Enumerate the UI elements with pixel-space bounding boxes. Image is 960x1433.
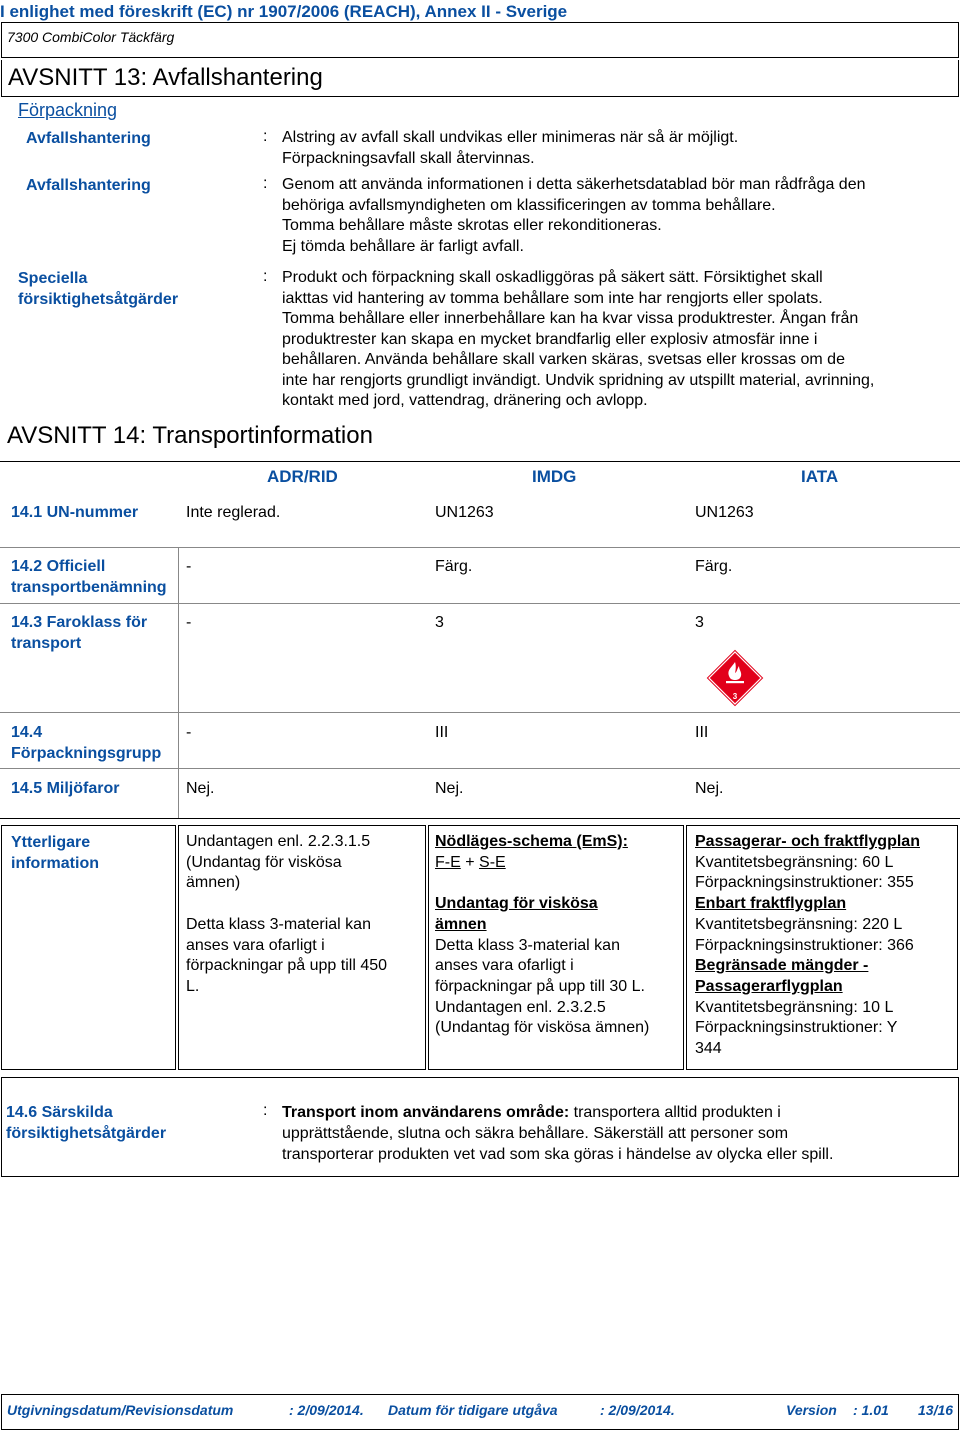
- shipping-name-imdg: Färg.: [435, 558, 473, 575]
- additional-info-label: [11, 832, 99, 874]
- exception-heading: Undantag för viskösa: [435, 895, 598, 913]
- text-line: behöriga avfallsmyndigheten om klassificeringen av tomma behållare.: [282, 196, 776, 214]
- page-number: 13/16: [918, 1402, 954, 1418]
- waste-handling-text: [282, 128, 942, 169]
- packing-group-imdg: III: [435, 724, 449, 741]
- label-line: försiktighetsåtgärder: [6, 1125, 167, 1142]
- transport-text: transportera alltid produkten i: [569, 1104, 781, 1121]
- special-precautions-label: [18, 268, 178, 310]
- shipping-name-label: [11, 556, 167, 598]
- hazard-class-imdg: 3: [435, 614, 444, 631]
- hazard-class-number: 3: [732, 692, 738, 701]
- colon: :: [263, 1102, 268, 1119]
- shipping-name-adr: -: [186, 558, 192, 575]
- colon: :: [263, 128, 268, 145]
- revision-date-label: Utgivningsdatum/Revisionsdatum: [7, 1402, 234, 1418]
- text-line: Alstring av avfall skall undvikas eller minimeras när så är möjligt.: [282, 129, 739, 146]
- special-precautions-text: [282, 268, 942, 412]
- additional-info-imdg: [435, 832, 680, 1039]
- row-divider: [0, 603, 960, 604]
- text-line: ämnen): [186, 874, 241, 892]
- passenger-cargo-heading: Passagerar- och fraktflygplan: [695, 833, 920, 850]
- limited-quantities-heading: Begränsade mängder -: [695, 957, 869, 975]
- text-line: förpackningar på upp till 30 L.: [435, 977, 645, 995]
- label-line: Förpackningsgrupp: [11, 745, 162, 762]
- product-name: 7300 CombiColor Täckfärg: [7, 29, 175, 45]
- special-precautions-user-label: [6, 1102, 166, 1144]
- waste-handling-label-2: Avfallshantering: [26, 177, 151, 194]
- label-line: 14.2 Officiell: [11, 558, 106, 575]
- exception-heading: ämnen: [435, 915, 487, 933]
- text-line: Kvantitetsbegränsning: 220 L: [695, 915, 903, 933]
- text-line: (Undantag för viskösa: [186, 853, 342, 871]
- shipping-name-iata: Färg.: [695, 558, 733, 575]
- label-line: transportbenämning: [11, 579, 167, 596]
- text-line: Förpackningsavfall skall återvinnas.: [282, 149, 535, 167]
- text-line: Undantagen enl. 2.2.3.1.5: [186, 833, 371, 850]
- text-line: iakttas vid hantering av tomma behållare som inte har rengjorts eller spolats.: [282, 289, 823, 307]
- blank-line: [186, 894, 422, 915]
- un-number-imdg: UN1263: [435, 504, 494, 521]
- environmental-hazards-imdg: Nej.: [435, 780, 464, 797]
- text-line: anses vara ofarligt i: [186, 936, 325, 954]
- text-line: Förpackningsinstruktioner: Y: [695, 1019, 898, 1037]
- table-divider: [178, 547, 179, 819]
- text-line: inte har rengjorts grundligt invändigt. Undvik spridning av utspillt material, avrinning,: [282, 371, 875, 389]
- text-line: Förpackningsinstruktioner: 366: [695, 936, 914, 954]
- text-line: förpackningar på upp till 450: [186, 957, 388, 975]
- colon: :: [263, 175, 268, 192]
- waste-handling-label: Avfallshantering: [26, 130, 151, 147]
- table-top-border: [0, 461, 960, 462]
- previous-date-label: Datum för tidigare utgåva: [388, 1402, 558, 1418]
- ems-fire-code: F-E: [435, 853, 461, 871]
- label-line: försiktighetsåtgärder: [18, 291, 179, 308]
- un-number-iata: UN1263: [695, 504, 754, 521]
- packing-group-label: [11, 722, 161, 764]
- text-line: Förpackningsinstruktioner: 355: [695, 874, 914, 892]
- transport-lead: Transport inom användarens område:: [282, 1104, 570, 1121]
- blank-line: [435, 873, 680, 894]
- text-line: Tomma behållare måste skrotas eller rekonditioneras.: [282, 217, 662, 234]
- text-line: Kvantitetsbegränsning: 60 L: [695, 853, 894, 871]
- additional-info-adr: [186, 832, 422, 998]
- revision-date-value: : 2/09/2014.: [289, 1402, 364, 1418]
- section-13-title-box: [1, 60, 959, 97]
- special-precautions-user-text: [282, 1102, 952, 1165]
- text-line: Ej tömda behållare är farligt avfall.: [282, 237, 524, 255]
- ems-heading: Nödläges-schema (EmS):: [435, 833, 628, 850]
- row-divider: [0, 768, 960, 769]
- ems-plus: +: [460, 853, 480, 871]
- cargo-only-heading: Enbart fraktflygplan: [695, 895, 847, 913]
- limited-quantities-heading: Passagerarflygplan: [695, 977, 843, 995]
- row-divider: [0, 547, 960, 548]
- waste-handling-text-2: [282, 175, 942, 257]
- packing-group-iata: III: [695, 724, 709, 741]
- section-14-title: AVSNITT 14: Transportinformation: [7, 422, 373, 449]
- packing-group-adr: -: [186, 724, 192, 741]
- hazard-class-iata: 3: [695, 614, 704, 631]
- label-line: transport: [11, 635, 82, 652]
- document-header-title: I enlighet med föreskrift (EC) nr 1907/2006 (REACH), Annex II - Sverige: [0, 2, 568, 21]
- label-line: 14.3 Faroklass för: [11, 614, 148, 631]
- environmental-hazards-adr: Nej.: [186, 780, 215, 797]
- ems-spill-code: S-E: [479, 853, 506, 871]
- version-label: Version: [786, 1402, 837, 1418]
- flammable-liquid-pictogram-icon: [705, 648, 765, 708]
- text-line: Produkt och förpackning skall oskadliggöras på säkert sätt. Försiktighet skall: [282, 269, 823, 286]
- text-line: Tomma behållare eller innerbehållare kan ha kvar vissa produktrester. Ångan från: [282, 310, 859, 327]
- row-divider: [0, 712, 960, 713]
- label-line: Ytterligare: [11, 834, 91, 851]
- text-line: Kvantitetsbegränsning: 10 L: [695, 998, 894, 1016]
- table-bottom-border: [0, 818, 960, 819]
- previous-date-value: : 2/09/2014.: [600, 1402, 675, 1418]
- text-line: transporterar produkten vet vad som ska göras i händelse av olycka eller spill.: [282, 1146, 834, 1163]
- label-line: 14.6 Särskilda: [6, 1104, 113, 1121]
- text-line: kontakt med jord, vattendrag, dränering och avlopp.: [282, 392, 648, 409]
- label-line: Speciella: [18, 270, 88, 287]
- label-line: 14.4: [11, 724, 43, 741]
- packaging-subheading: Förpackning: [18, 100, 118, 120]
- section-13-title: AVSNITT 13: Avfallshantering: [8, 64, 323, 91]
- version-value: : 1.01: [853, 1402, 889, 1418]
- hazard-class-adr: -: [186, 614, 192, 631]
- column-header-iata: IATA: [801, 467, 839, 486]
- text-line: (Undantag för viskösa ämnen): [435, 1019, 650, 1037]
- environmental-hazards-iata: Nej.: [695, 780, 724, 797]
- un-number-label: 14.1 UN-nummer: [11, 504, 139, 521]
- text-line: behållaren. Använda behållare skall varken skäras, svetsas eller krossas om de: [282, 351, 845, 368]
- text-line: anses vara ofarligt i: [435, 957, 574, 975]
- text-line: Undantagen enl. 2.3.2.5: [435, 998, 606, 1016]
- ems-codes: [435, 853, 680, 874]
- text-line: produktrester kan skapa en mycket brandfarlig eller explosiv atmosfär inne i: [282, 330, 818, 348]
- column-header-imdg: IMDG: [532, 467, 577, 486]
- un-number-adr: Inte reglerad.: [186, 504, 281, 521]
- text-line: [282, 1102, 952, 1123]
- text-line: Genom att använda informationen i detta säkerhetsdatablad bör man rådfråga den: [282, 176, 866, 193]
- text-line: L.: [186, 977, 200, 995]
- text-line: Detta klass 3-material kan: [435, 936, 620, 954]
- text-line: upprättstående, slutna och säkra behållare. Säkerställ att personer som: [282, 1125, 789, 1142]
- additional-info-iata: [695, 832, 957, 1060]
- text-line: Detta klass 3-material kan: [186, 915, 371, 933]
- text-line: 344: [695, 1040, 722, 1058]
- colon: :: [263, 268, 268, 285]
- product-name-box: [1, 22, 959, 58]
- column-header-adr-rid: ADR/RID: [267, 467, 338, 486]
- hazard-class-label: [11, 612, 147, 654]
- environmental-hazards-label: 14.5 Miljöfaror: [11, 780, 120, 797]
- label-line: information: [11, 855, 99, 872]
